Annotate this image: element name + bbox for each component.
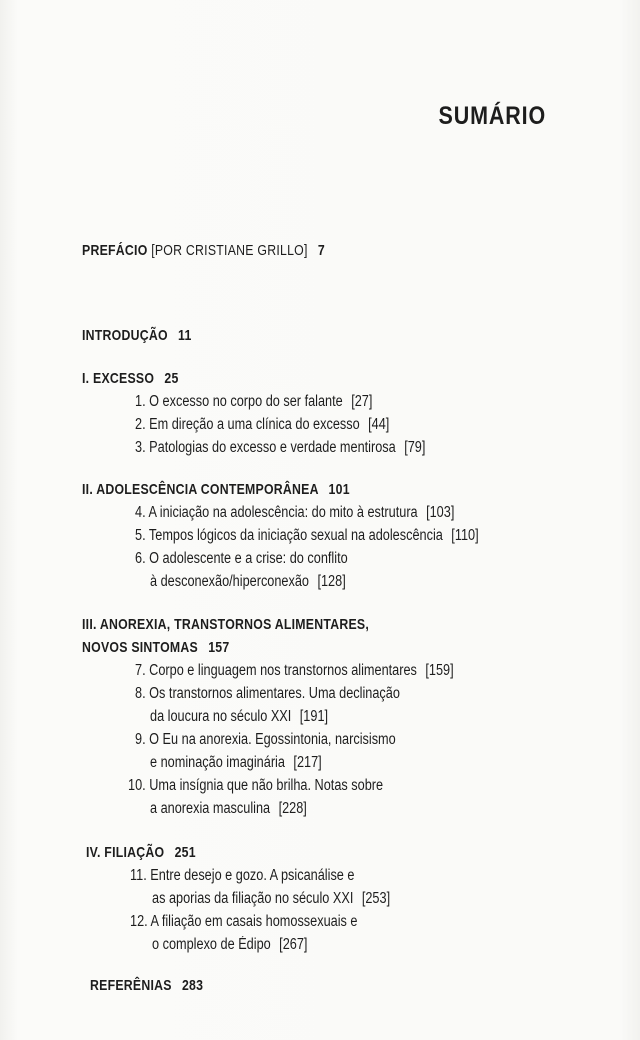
chapter-entry-continued [150,754,322,772]
section-heading [82,481,350,498]
chapter-title-continued: e nominação imaginária [150,754,285,771]
chapter-page: [159] [425,662,454,679]
chapter-number: 9. [135,731,146,748]
chapter-title-continued: da loucura no século XXI [150,708,292,725]
chapter-title: O excesso no corpo do ser falante [149,393,343,410]
chapter-number: 8. [135,685,146,702]
chapter-number: 1. [135,393,146,410]
section-title-continued: NOVOS SINTOMAS [82,639,198,656]
chapter-entry-continued [152,936,307,954]
section-heading [86,844,196,861]
chapter-page: [44] [368,416,390,433]
chapter-number: 2. [135,416,146,433]
chapter-page: [110] [451,527,479,544]
chapter-title: A filiação em casais homossexuais e [150,913,358,930]
section-page: 157 [208,639,230,656]
chapter-number: 7. [135,662,146,679]
chapter-title: O Eu na anorexia. Egossintonia, narcisismo [149,731,396,748]
prefacio-label: PREFÁCIO [82,242,148,259]
chapter-number: 3. [135,439,146,456]
chapter-title: Patologias do excesso e verdade mentirosa [149,439,396,456]
chapter-title: A iniciação na adolescência: do mito à estrutura [148,504,418,521]
chapter-entry [135,416,389,434]
chapter-entry-continued [152,890,390,908]
section-title: IV. FILIAÇÃO [86,844,165,861]
section-heading [82,616,369,633]
chapter-title-continued: a anorexia masculina [150,800,271,817]
referencias-page: 283 [181,977,204,994]
chapter-entry-continued [150,800,307,818]
chapter-entry [128,777,383,795]
section-heading [82,370,179,387]
prefacio-author: [POR CRISTIANE GRILLO] [151,242,308,259]
chapter-title: Em direção a uma clínica do excesso [149,416,360,433]
chapter-title: O adolescente e a crise: do conflito [149,550,348,567]
chapter-page: [253] [361,890,391,907]
chapter-entry [135,439,425,457]
chapter-entry [135,393,372,411]
introducao-page: 11 [178,327,192,344]
chapter-page: [217] [293,754,322,771]
chapter-page: [228] [278,800,307,817]
section-heading-continued [82,639,229,656]
chapter-entry [135,685,400,703]
toc-introducao [82,327,192,344]
chapter-entry [135,527,479,545]
chapter-number: 4. [135,504,146,521]
chapter-title: Entre desejo e gozo. A psicanálise e [150,867,355,884]
chapter-number: 5. [135,527,146,544]
chapter-title-continued: o complexo de Édipo [152,936,271,953]
section-page: 25 [164,370,179,387]
chapter-entry-continued [150,708,328,726]
chapter-entry [135,504,454,522]
chapter-entry [135,662,454,680]
section-title: I. EXCESSO [82,370,155,387]
section-page: 251 [174,844,196,861]
chapter-title: Os transtornos alimentares. Uma declinação [149,685,400,702]
chapter-number: 6. [135,550,146,567]
chapter-page: [267] [279,936,308,953]
chapter-number: 10. [128,777,146,794]
section-page: 101 [328,481,350,498]
chapter-page: [191] [299,708,329,725]
chapter-title: Corpo e linguagem nos transtornos alimentares [149,662,417,679]
chapter-entry [135,550,348,568]
chapter-entry [130,913,358,931]
chapter-entry [135,731,396,749]
chapter-page: [128] [317,573,346,590]
toc-referencias [90,977,203,994]
page-title: SUMÁRIO [438,102,546,130]
chapter-title: Uma insígnia que não brilha. Notas sobre [149,777,384,794]
section-title: II. ADOLESCÊNCIA CONTEMPORÂNEA [82,481,319,498]
chapter-entry-continued [150,573,346,591]
prefacio-page: 7 [317,242,325,259]
chapter-title-continued: as aporias da filiação no século XXI [152,890,354,907]
referencias-label: REFERÊNIAS [90,977,172,994]
section-title: III. ANOREXIA, TRANSTORNOS ALIMENTARES, [82,616,370,633]
chapter-title-continued: à desconexão/hiperconexão [150,573,310,590]
introducao-label: INTRODUÇÃO [82,327,168,344]
chapter-entry [130,867,354,885]
chapter-title: Tempos lógicos da iniciação sexual na adolescência [148,527,443,544]
chapter-page: [27] [351,393,373,410]
chapter-page: [103] [426,504,455,521]
chapter-number: 11. [130,867,147,884]
toc-prefacio [82,242,325,259]
chapter-page: [79] [404,439,426,456]
chapter-number: 12. [130,913,148,930]
